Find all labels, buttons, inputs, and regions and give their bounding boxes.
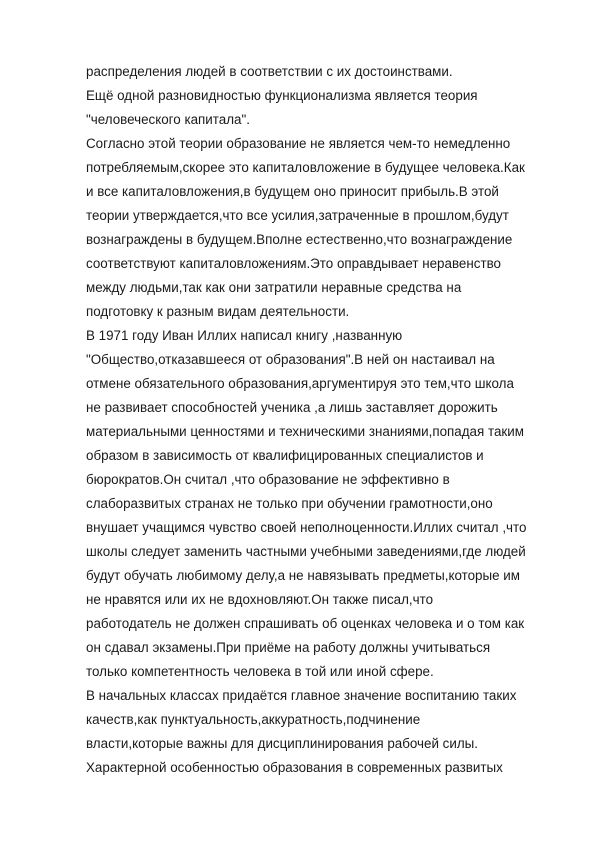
text-line: В 1971 году Иван Иллих написал книгу ,названную (86, 328, 403, 343)
text-line: качеств,как пунктуальность,аккуратность,подчинение (86, 712, 421, 727)
text-line: он сдавал экзамены.При приёме на работу должны учитываться (86, 640, 491, 655)
text-line: школы следует заменить частными учебными заведениями,где людей (86, 544, 526, 559)
text-line: образом в зависимость от квалифицированных специалистов и (86, 448, 484, 463)
text-line: Согласно этой теории образование не является чем-то немедленно (86, 136, 511, 151)
text-line: слаборазвитых странах не только при обучении грамотности,оно (86, 496, 493, 511)
text-line: отмене обязательного образования,аргументируя это тем,что школа (86, 376, 514, 391)
text-line: теории утверждается,что все усилия,затраченные в прошлом,будут (86, 208, 509, 223)
text-line: не нравятся или их не вдохновляют.Он также писал,что (86, 592, 434, 607)
text-line: между людьми,так как они затратили неравные средства на (86, 280, 462, 295)
text-line: распределения людей в соответствии с их достоинствами. (86, 64, 453, 79)
text-line: только компетентность человека в той или иной сфере. (86, 664, 434, 679)
text-line: не развивает способностей ученика ,а лишь заставляет дорожить (86, 400, 498, 415)
text-line: В начальных классах придаётся главное значение воспитанию таких (86, 688, 517, 703)
text-line: будут обучать любимому делу,а не навязывать предметы,которые им (86, 568, 520, 583)
text-line: и все капиталовложения,в будущем оно приносит прибыль.В этой (86, 184, 499, 199)
text-line: "Общество,отказавшееся от образования".В ней он настаивал на (86, 352, 495, 367)
text-line: работодатель не должен спрашивать об оценках человека и о том как (86, 616, 525, 631)
text-line: власти,которые важны для дисциплинирования рабочей силы. (86, 736, 479, 751)
text-line: вознаграждены в будущем.Вполне естественно,что вознаграждениe (86, 232, 513, 247)
text-line: Характерной особенностью образования в современных развитых (86, 760, 503, 775)
text-line: соответствуют капиталовложениям.Это оправдывает неравенство (86, 256, 501, 271)
text-line: бюрократов.Он считал ,что образование не эффективно в (86, 472, 450, 487)
text-line: материальными ценностями и техническими знаниями,попадая таким (86, 424, 524, 439)
text-line: внушает учащимся чувство своей неполноценности.Иллих считал ,что (86, 520, 527, 535)
text-line: "человеческого капитала". (86, 112, 250, 127)
text-line: Ещё одной разновидностью функционализма является теория (86, 88, 478, 103)
text-line: подготовку к разным видам деятельности. (86, 304, 350, 319)
body-text (86, 60, 566, 780)
text-line: потребляемым,скорее это капиталовложение в будущее человека.Как (86, 160, 525, 175)
